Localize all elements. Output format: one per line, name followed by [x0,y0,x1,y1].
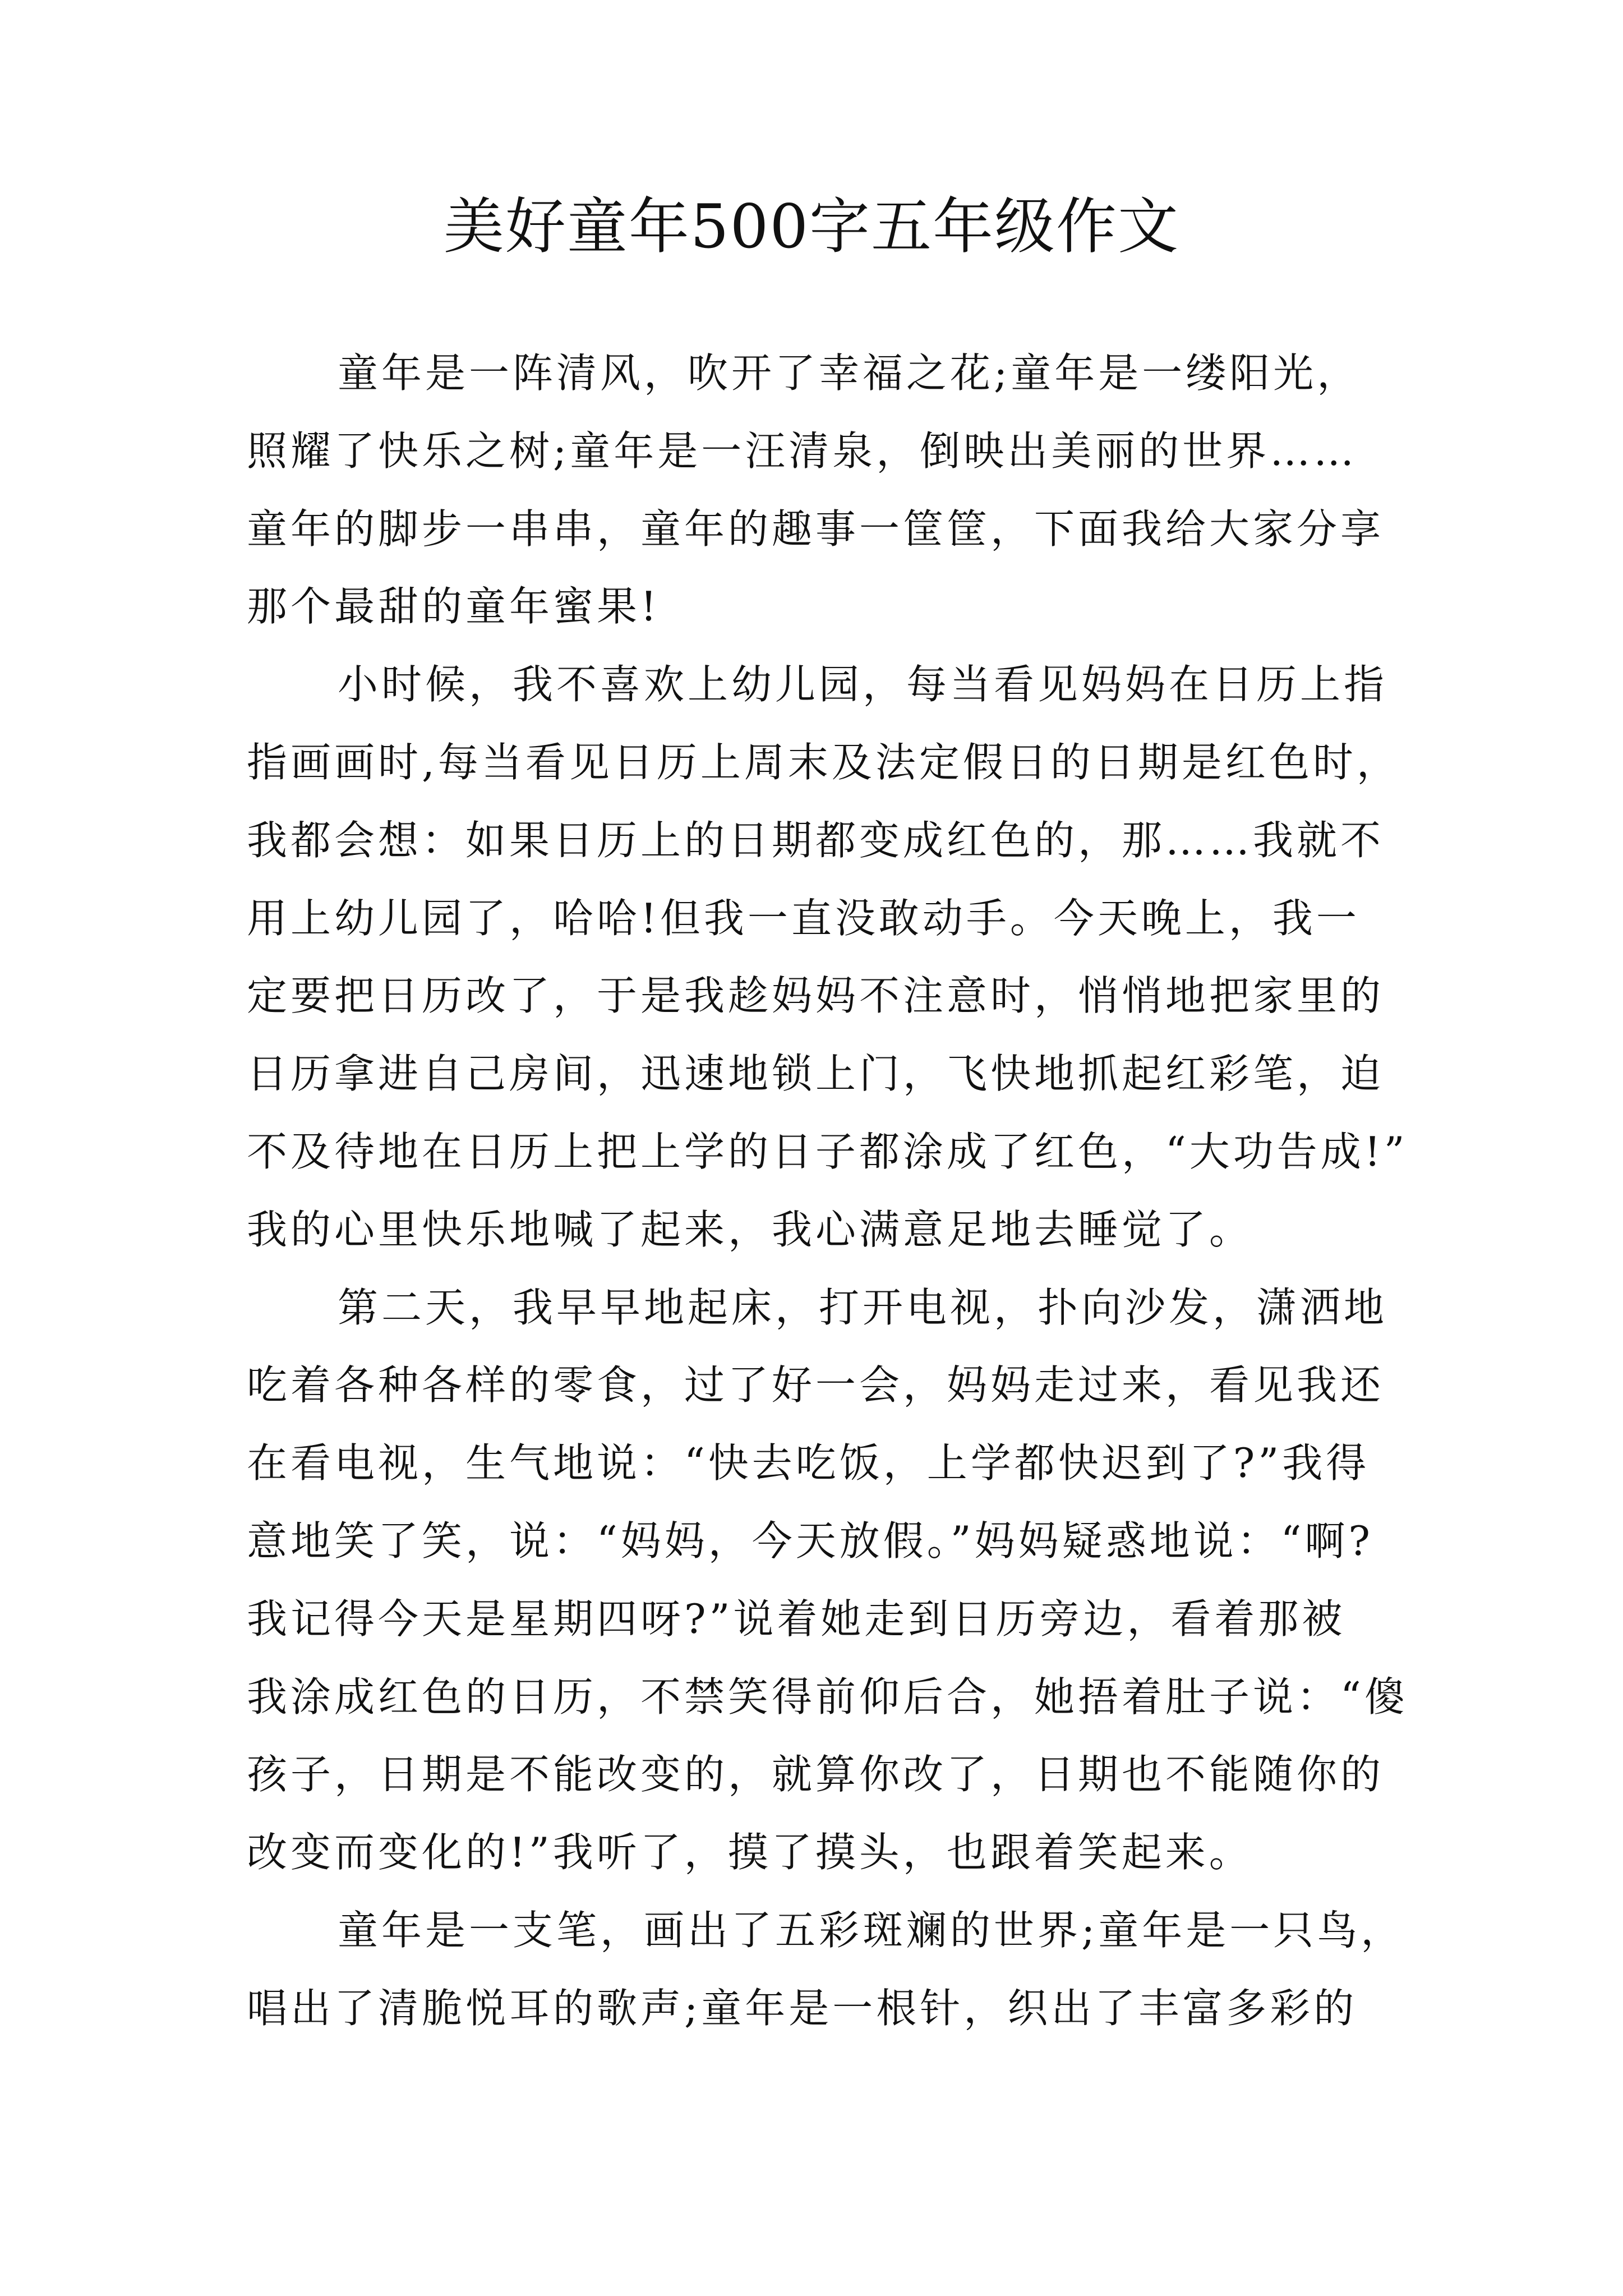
essay-line: 第二天，我早早地起床，打开电视，扑向沙发，潇洒地 [338,1283,1388,1331]
essay-line: 用上幼儿园了，哈哈!但我一直没敢动手。今天晚上，我一 [247,894,1360,942]
essay-line: 我涂成红色的日历，不禁笑得前仰后合，她捂着肚子说：“傻 [247,1673,1408,1720]
essay-line: 童年的脚步一串串，童年的趣事一筐筐，下面我给大家分享 [247,505,1385,553]
essay-line: 唱出了清脆悦耳的歌声;童年是一根针，织出了丰富多彩的 [247,1984,1358,2032]
essay-line: 那个最甜的童年蜜果! [247,583,660,631]
essay-line: 我记得今天是星期四呀?”说着她走到日历旁边，看着那被 [247,1595,1346,1642]
essay-line: 吃着各种各样的零食，过了好一会，妈妈走过来，看见我还 [247,1361,1385,1409]
essay-line: 指画画时,每当看见日历上周末及法定假日的日期是红色时， [247,738,1400,786]
essay-line: 童年是一支笔，画出了五彩斑斓的世界;童年是一只鸟， [338,1906,1405,1954]
essay-line: 童年是一阵清风，吹开了幸福之花;童年是一缕阳光， [338,349,1361,397]
essay-line: 照耀了快乐之树;童年是一汪清泉，倒映出美丽的世界…… [247,427,1358,475]
essay-line: 我的心里快乐地喊了起来，我心满意足地去睡觉了。 [247,1205,1253,1253]
document-title: 美好童年500字五年级作文 [443,192,1180,262]
essay-line: 意地笑了笑，说：“妈妈，今天放假。”妈妈疑惑地说：“啊? [247,1517,1374,1565]
essay-line: 日历拿进自己房间，迅速地锁上门，飞快地抓起红彩笔，迫 [247,1050,1385,1098]
essay-line: 孩子，日期是不能改变的，就算你改了，日期也不能随你的 [247,1751,1385,1798]
essay-line: 小时候，我不喜欢上幼儿园，每当看见妈妈在日历上指 [338,661,1388,708]
essay-line: 在看电视，生气地说：“快去吃饭，上学都快迟到了?”我得 [247,1439,1370,1487]
essay-body [247,334,1408,2047]
essay-line: 改变而变化的!”我听了，摸了摸头，也跟着笑起来。 [247,1829,1253,1876]
essay-line: 定要把日历改了，于是我趁妈妈不注意时，悄悄地把家里的 [247,972,1385,1020]
essay-line: 我都会想：如果日历上的日期都变成红色的，那……我就不 [247,816,1385,864]
essay-line: 不及待地在日历上把上学的日子都涂成了红色，“大功告成!” [247,1128,1408,1175]
